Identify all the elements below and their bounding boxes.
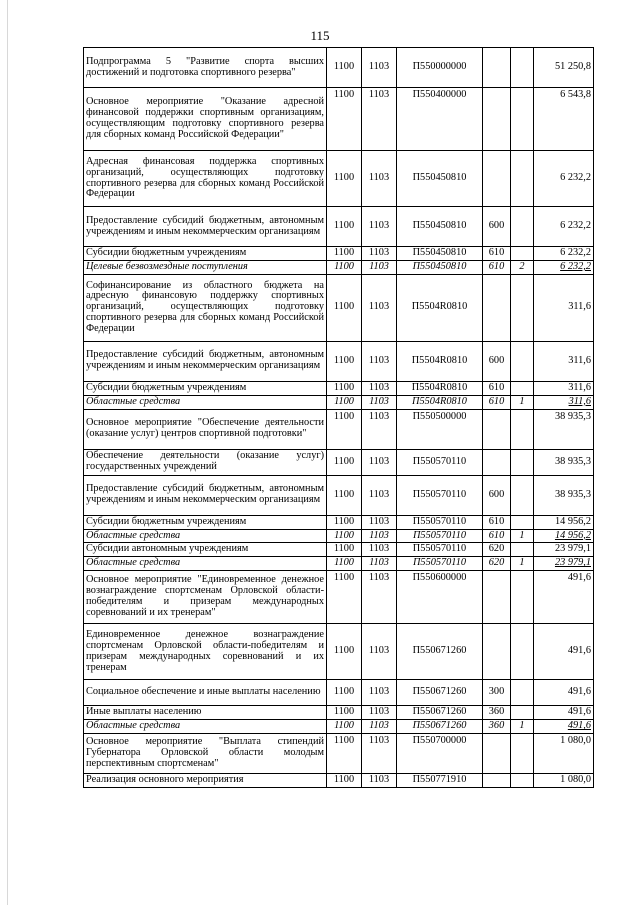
row-funding-source-cell (511, 151, 534, 207)
table-row (84, 395, 594, 409)
row-amount-cell: 311,6 (534, 274, 594, 341)
row-section-cell: 1100 (327, 571, 362, 624)
row-amount-cell: 311,6 (534, 381, 594, 395)
row-section-cell: 1100 (327, 207, 362, 247)
table-row (84, 529, 594, 543)
row-subsection-cell: 1103 (362, 274, 397, 341)
table-row (84, 341, 594, 381)
row-funding-source-cell (511, 247, 534, 261)
row-target-code-cell: П550771910 (397, 774, 483, 788)
row-section-cell: 1100 (327, 680, 362, 706)
row-expense-type-cell: 610 (483, 260, 511, 274)
row-expense-type-cell (483, 571, 511, 624)
row-funding-source-cell (511, 571, 534, 624)
row-name-cell: Основное мероприятие "Оказание адресной финансовой поддержки спортивным организациям, осуществляющим подготовку спортивного резерва для сборных команд Российской Федерации" (84, 88, 327, 151)
row-expense-type-cell (483, 449, 511, 475)
row-name-cell: Целевые безвозмездные поступления (84, 260, 327, 274)
row-name-cell: Обеспечение деятельности (оказание услуг) государственных учреждений (84, 449, 327, 475)
row-expense-type-cell (483, 48, 511, 88)
row-target-code-cell: П550450810 (397, 247, 483, 261)
table-row (84, 774, 594, 788)
row-subsection-cell: 1103 (362, 449, 397, 475)
row-name-cell: Основное мероприятие "Выплата стипендий Губернатора Орловской области молодым перспективным спортсменам" (84, 734, 327, 774)
row-expense-type-cell (483, 151, 511, 207)
row-section-cell: 1100 (327, 557, 362, 571)
row-amount-cell: 14 956,2 (534, 529, 594, 543)
row-expense-type-cell: 610 (483, 395, 511, 409)
row-target-code-cell: П5504R0810 (397, 274, 483, 341)
table-row (84, 449, 594, 475)
row-target-code-cell: П5504R0810 (397, 381, 483, 395)
row-section-cell: 1100 (327, 774, 362, 788)
row-amount-cell: 1 080,0 (534, 774, 594, 788)
table-row (84, 274, 594, 341)
table-row (84, 515, 594, 529)
row-section-cell: 1100 (327, 734, 362, 774)
row-section-cell: 1100 (327, 449, 362, 475)
row-expense-type-cell (483, 88, 511, 151)
row-expense-type-cell: 610 (483, 529, 511, 543)
row-section-cell: 1100 (327, 88, 362, 151)
row-section-cell: 1100 (327, 720, 362, 734)
row-name-cell: Социальное обеспечение и иные выплаты населению (84, 680, 327, 706)
row-name-cell: Основное мероприятие "Единовременное денежное вознаграждение спортсменам Орловской области-победителям и призерам международных соревнований и их тренерам" (84, 571, 327, 624)
table-row (84, 151, 594, 207)
row-name-cell: Адресная финансовая поддержка спортивных организаций, осуществляющих подготовку спортивного резерва для сборных команд Российской Федерации (84, 151, 327, 207)
row-section-cell: 1100 (327, 151, 362, 207)
table-row (84, 543, 594, 557)
row-amount-cell: 311,6 (534, 395, 594, 409)
row-section-cell: 1100 (327, 475, 362, 515)
table-row (84, 48, 594, 88)
row-subsection-cell: 1103 (362, 48, 397, 88)
row-section-cell: 1100 (327, 543, 362, 557)
row-target-code-cell: П550671260 (397, 706, 483, 720)
row-target-code-cell: П550600000 (397, 571, 483, 624)
row-expense-type-cell: 610 (483, 381, 511, 395)
row-funding-source-cell (511, 381, 534, 395)
table-row (84, 571, 594, 624)
row-name-cell: Областные средства (84, 395, 327, 409)
row-expense-type-cell: 300 (483, 680, 511, 706)
row-amount-cell: 491,6 (534, 680, 594, 706)
row-funding-source-cell (511, 274, 534, 341)
row-funding-source-cell (511, 680, 534, 706)
row-name-cell: Областные средства (84, 557, 327, 571)
row-expense-type-cell (483, 774, 511, 788)
row-subsection-cell: 1103 (362, 381, 397, 395)
row-amount-cell: 6 232,2 (534, 207, 594, 247)
row-amount-cell: 6 232,2 (534, 247, 594, 261)
row-expense-type-cell: 600 (483, 475, 511, 515)
row-subsection-cell: 1103 (362, 720, 397, 734)
row-expense-type-cell: 360 (483, 720, 511, 734)
row-amount-cell: 491,6 (534, 720, 594, 734)
row-subsection-cell: 1103 (362, 624, 397, 680)
row-subsection-cell: 1103 (362, 395, 397, 409)
row-section-cell: 1100 (327, 624, 362, 680)
row-section-cell: 1100 (327, 247, 362, 261)
row-amount-cell: 51 250,8 (534, 48, 594, 88)
table-row (84, 409, 594, 449)
row-funding-source-cell (511, 88, 534, 151)
table-body (84, 48, 594, 788)
row-target-code-cell: П550570110 (397, 543, 483, 557)
row-subsection-cell: 1103 (362, 151, 397, 207)
row-target-code-cell: П550570110 (397, 475, 483, 515)
row-amount-cell: 491,6 (534, 571, 594, 624)
row-target-code-cell: П550570110 (397, 449, 483, 475)
row-section-cell: 1100 (327, 409, 362, 449)
row-funding-source-cell: 2 (511, 260, 534, 274)
row-name-cell: Предоставление субсидий бюджетным, автономным учреждениям и иным некоммерческим организациям (84, 341, 327, 381)
table-row (84, 624, 594, 680)
table-row (84, 381, 594, 395)
budget-table (83, 47, 594, 788)
row-funding-source-cell (511, 475, 534, 515)
row-funding-source-cell (511, 706, 534, 720)
row-amount-cell: 491,6 (534, 706, 594, 720)
row-subsection-cell: 1103 (362, 515, 397, 529)
row-funding-source-cell (511, 515, 534, 529)
row-amount-cell: 23 979,1 (534, 557, 594, 571)
row-amount-cell: 6 232,2 (534, 260, 594, 274)
row-expense-type-cell: 620 (483, 557, 511, 571)
row-section-cell: 1100 (327, 515, 362, 529)
table-row (84, 720, 594, 734)
row-target-code-cell: П550570110 (397, 557, 483, 571)
row-target-code-cell: П550400000 (397, 88, 483, 151)
row-name-cell: Единовременное денежное вознаграждение спортсменам Орловской области-победителям и призерам международных соревнований и их тренерам (84, 624, 327, 680)
row-section-cell: 1100 (327, 395, 362, 409)
row-target-code-cell: П5504R0810 (397, 341, 483, 381)
row-funding-source-cell: 1 (511, 720, 534, 734)
row-funding-source-cell (511, 624, 534, 680)
row-name-cell: Субсидии бюджетным учреждениям (84, 381, 327, 395)
row-name-cell: Основное мероприятие "Обеспечение деятельности (оказание услуг) центров спортивной подготовки" (84, 409, 327, 449)
table-row (84, 475, 594, 515)
row-funding-source-cell: 1 (511, 395, 534, 409)
row-name-cell: Предоставление субсидий бюджетным, автономным учреждениям и иным некоммерческим организациям (84, 475, 327, 515)
table-row (84, 260, 594, 274)
row-subsection-cell: 1103 (362, 734, 397, 774)
row-expense-type-cell (483, 409, 511, 449)
row-target-code-cell: П550450810 (397, 151, 483, 207)
row-funding-source-cell (511, 409, 534, 449)
table-row (84, 734, 594, 774)
table-row (84, 706, 594, 720)
row-amount-cell: 23 979,1 (534, 543, 594, 557)
row-funding-source-cell (511, 341, 534, 381)
table-row (84, 207, 594, 247)
row-target-code-cell: П550000000 (397, 48, 483, 88)
row-subsection-cell: 1103 (362, 529, 397, 543)
row-amount-cell: 38 935,3 (534, 475, 594, 515)
row-amount-cell: 14 956,2 (534, 515, 594, 529)
row-subsection-cell: 1103 (362, 680, 397, 706)
scan-edge-line (7, 0, 8, 905)
row-subsection-cell: 1103 (362, 557, 397, 571)
row-name-cell: Подпрограмма 5 "Развитие спорта высших достижений и подготовка спортивного резерва" (84, 48, 327, 88)
table-row (84, 247, 594, 261)
row-expense-type-cell: 600 (483, 341, 511, 381)
row-section-cell: 1100 (327, 48, 362, 88)
row-target-code-cell: П550570110 (397, 515, 483, 529)
row-target-code-cell: П550671260 (397, 680, 483, 706)
row-subsection-cell: 1103 (362, 571, 397, 624)
row-name-cell: Реализация основного мероприятия (84, 774, 327, 788)
row-funding-source-cell (511, 734, 534, 774)
row-expense-type-cell (483, 624, 511, 680)
row-funding-source-cell: 1 (511, 557, 534, 571)
row-subsection-cell: 1103 (362, 88, 397, 151)
row-funding-source-cell (511, 543, 534, 557)
row-name-cell: Областные средства (84, 720, 327, 734)
row-subsection-cell: 1103 (362, 207, 397, 247)
row-section-cell: 1100 (327, 341, 362, 381)
row-expense-type-cell (483, 734, 511, 774)
row-expense-type-cell: 600 (483, 207, 511, 247)
row-subsection-cell: 1103 (362, 543, 397, 557)
row-expense-type-cell: 360 (483, 706, 511, 720)
row-section-cell: 1100 (327, 274, 362, 341)
row-target-code-cell: П550450810 (397, 260, 483, 274)
row-subsection-cell: 1103 (362, 774, 397, 788)
row-amount-cell: 38 935,3 (534, 449, 594, 475)
row-name-cell: Иные выплаты населению (84, 706, 327, 720)
row-section-cell: 1100 (327, 706, 362, 720)
row-target-code-cell: П550500000 (397, 409, 483, 449)
row-target-code-cell: П550570110 (397, 529, 483, 543)
row-section-cell: 1100 (327, 529, 362, 543)
row-funding-source-cell (511, 48, 534, 88)
row-expense-type-cell: 610 (483, 515, 511, 529)
row-expense-type-cell (483, 274, 511, 341)
row-amount-cell: 491,6 (534, 624, 594, 680)
row-amount-cell: 1 080,0 (534, 734, 594, 774)
table-row (84, 88, 594, 151)
row-subsection-cell: 1103 (362, 247, 397, 261)
row-name-cell: Субсидии бюджетным учреждениям (84, 515, 327, 529)
page-number: 115 (310, 28, 330, 43)
row-amount-cell: 6 232,2 (534, 151, 594, 207)
row-name-cell: Субсидии автономным учреждениям (84, 543, 327, 557)
row-subsection-cell: 1103 (362, 706, 397, 720)
row-subsection-cell: 1103 (362, 341, 397, 381)
row-target-code-cell: П550671260 (397, 624, 483, 680)
row-target-code-cell: П550700000 (397, 734, 483, 774)
row-name-cell: Субсидии бюджетным учреждениям (84, 247, 327, 261)
row-name-cell: Предоставление субсидий бюджетным, автономным учреждениям и иным некоммерческим организациям (84, 207, 327, 247)
row-section-cell: 1100 (327, 260, 362, 274)
row-amount-cell: 6 543,8 (534, 88, 594, 151)
row-subsection-cell: 1103 (362, 475, 397, 515)
row-funding-source-cell (511, 207, 534, 247)
row-target-code-cell: П550450810 (397, 207, 483, 247)
row-section-cell: 1100 (327, 381, 362, 395)
row-name-cell: Областные средства (84, 529, 327, 543)
row-funding-source-cell (511, 449, 534, 475)
row-subsection-cell: 1103 (362, 409, 397, 449)
table-row (84, 680, 594, 706)
row-expense-type-cell: 610 (483, 247, 511, 261)
row-amount-cell: 38 935,3 (534, 409, 594, 449)
table-row (84, 557, 594, 571)
row-target-code-cell: П5504R0810 (397, 395, 483, 409)
row-expense-type-cell: 620 (483, 543, 511, 557)
row-funding-source-cell (511, 774, 534, 788)
row-amount-cell: 311,6 (534, 341, 594, 381)
row-funding-source-cell: 1 (511, 529, 534, 543)
row-target-code-cell: П550671260 (397, 720, 483, 734)
row-subsection-cell: 1103 (362, 260, 397, 274)
row-name-cell: Софинансирование из областного бюджета на адресную финансовую поддержку спортивных организаций, осуществляющих подготовку спортивного резерва для сборных команд Российской Федерации (84, 274, 327, 341)
